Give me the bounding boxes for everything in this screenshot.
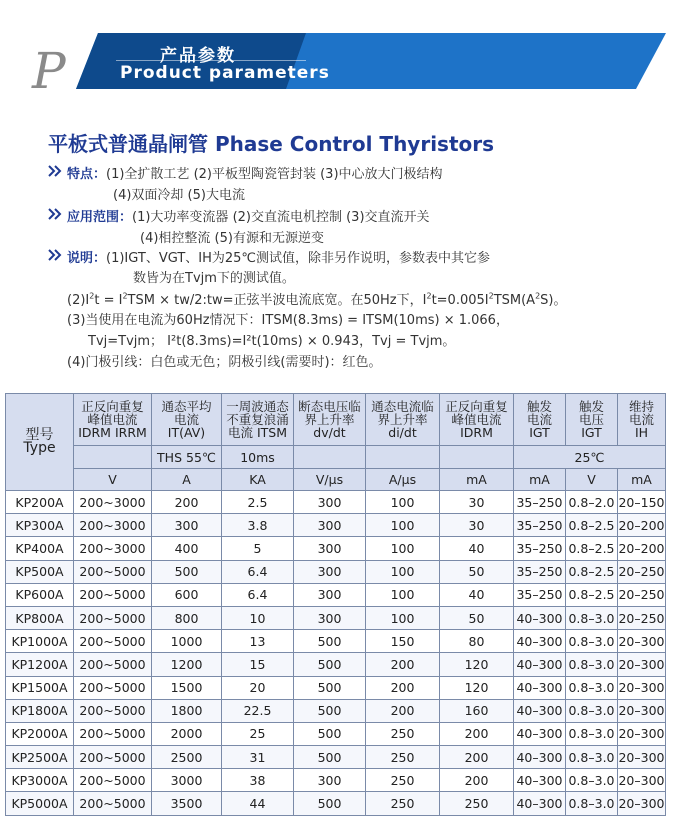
col-header-idrm: 正反向重复 峰值电流 IDRM	[440, 394, 514, 446]
col-header-ih: 维持 电流 IH	[618, 394, 666, 446]
table-cell: 0.8–3.0	[566, 746, 618, 769]
table-cell: 40–300	[514, 653, 566, 676]
table-cell: 3.8	[222, 514, 294, 537]
table-cell: 35–250	[514, 537, 566, 560]
table-cell: 20–150	[618, 491, 666, 514]
notes-line-3: $(2)I^2t = I^2TSM$ × tw/2:tw=正弦半波电流底宽。在50Hz下，$I^2t=0.005I^2TSM(A^2S)$。	[67, 291, 567, 308]
table-row	[6, 537, 666, 560]
table-cell: 20–250	[618, 583, 666, 606]
table-cell: 0.8–2.5	[566, 537, 618, 560]
table-cell: 35–250	[514, 583, 566, 606]
unit-cell: KA	[222, 469, 294, 491]
table-cell: 3500	[152, 792, 222, 815]
logo-letter: P	[32, 42, 66, 96]
table-cell: 160	[440, 699, 514, 722]
table-cell: 20–300	[618, 653, 666, 676]
table-cell: 200~5000	[74, 769, 152, 792]
table-cell: 3000	[152, 769, 222, 792]
table-row	[6, 606, 666, 629]
table-cell: 200	[366, 676, 440, 699]
table-row	[6, 746, 666, 769]
table-cell: 0.8–3.0	[566, 653, 618, 676]
unit-cell: A	[152, 469, 222, 491]
model-cell: KP2500A	[6, 746, 74, 769]
model-cell: KP5000A	[6, 792, 74, 815]
table-cell: 1200	[152, 653, 222, 676]
model-cell: KP600A	[6, 583, 74, 606]
table-row	[6, 583, 666, 606]
condition-empty	[294, 446, 366, 469]
col-header-didt: 通态电流临 界上升率 di/dt	[366, 394, 440, 446]
notes-line-6: (4)门极引线：白色或无色；阴极引线(需要时)：红色。	[67, 355, 382, 370]
table-cell: 250	[440, 792, 514, 815]
model-cell: KP500A	[6, 560, 74, 583]
table-cell: 40–300	[514, 769, 566, 792]
table-cell: 200~5000	[74, 746, 152, 769]
chevron-right-icon	[48, 165, 62, 177]
features-label: 特点：	[67, 167, 107, 182]
model-cell: KP3000A	[6, 769, 74, 792]
table-cell: 200~3000	[74, 514, 152, 537]
table-cell: 100	[366, 491, 440, 514]
model-cell: KP1200A	[6, 653, 74, 676]
table-cell: 120	[440, 653, 514, 676]
applications-label: 应用范围：	[67, 210, 133, 225]
table-cell: 20–300	[618, 699, 666, 722]
table-cell: 1800	[152, 699, 222, 722]
table-cell: 35–250	[514, 491, 566, 514]
table-row	[6, 630, 666, 653]
table-cell: 40–300	[514, 606, 566, 629]
unit-cell: V	[74, 469, 152, 491]
col-header-idrm-irrm: 正反向重复 峰值电流 IDRM IRRM	[74, 394, 152, 446]
table-cell: 0.8–3.0	[566, 722, 618, 745]
table-cell: 300	[294, 491, 366, 514]
table-cell: 50	[440, 606, 514, 629]
type-header: 型号 Type	[6, 394, 74, 491]
col-header-vgt: 触发 电压 IGT	[566, 394, 618, 446]
table-cell: 100	[366, 560, 440, 583]
table-cell: 0.8–2.5	[566, 583, 618, 606]
table-cell: 25	[222, 722, 294, 745]
unit-cell: V/μs	[294, 469, 366, 491]
table-row	[6, 769, 666, 792]
table-cell: 20–300	[618, 722, 666, 745]
table-cell: 10	[222, 606, 294, 629]
table-cell: 20–300	[618, 676, 666, 699]
table-cell: 50	[440, 560, 514, 583]
table-cell: 200	[152, 491, 222, 514]
table-cell: 38	[222, 769, 294, 792]
condition-trigger: 25℃	[514, 446, 666, 469]
table-cell: 6.4	[222, 583, 294, 606]
table-cell: 100	[366, 514, 440, 537]
notes-line-2: 数皆为在Tvjm下的测试值。	[133, 271, 295, 286]
table-cell: 200~5000	[74, 792, 152, 815]
table-cell: 250	[366, 722, 440, 745]
condition-it-av: THS 55℃	[152, 446, 222, 469]
table-cell: 200~5000	[74, 676, 152, 699]
table-cell: 100	[366, 606, 440, 629]
table-cell: 100	[366, 537, 440, 560]
model-cell: KP1500A	[6, 676, 74, 699]
model-cell: KP1800A	[6, 699, 74, 722]
table-cell: 200	[440, 722, 514, 745]
table-cell: 200	[366, 699, 440, 722]
col-header-it-av: 通态平均 电流 IT(AV)	[152, 394, 222, 446]
parameters-table	[5, 393, 665, 816]
table-cell: 1500	[152, 676, 222, 699]
table-cell: 200	[366, 653, 440, 676]
table-cell: 40–300	[514, 746, 566, 769]
table-cell: 35–250	[514, 560, 566, 583]
table-row	[6, 699, 666, 722]
table-cell: 800	[152, 606, 222, 629]
table-cell: 0.8–3.0	[566, 792, 618, 815]
table-cell: 40–300	[514, 792, 566, 815]
table-cell: 200~5000	[74, 560, 152, 583]
table-row	[6, 491, 666, 514]
table-cell: 500	[294, 746, 366, 769]
table-cell: 200~3000	[74, 491, 152, 514]
table-cell: 200~5000	[74, 722, 152, 745]
table-cell: 1000	[152, 630, 222, 653]
condition-empty	[440, 446, 514, 469]
table-row	[6, 676, 666, 699]
table-cell: 300	[294, 514, 366, 537]
table-cell: 0.8–3.0	[566, 699, 618, 722]
banner-title-en: Product parameters	[120, 63, 330, 83]
table-cell: 0.8–3.0	[566, 606, 618, 629]
table-cell: 20–300	[618, 792, 666, 815]
table-cell: 40–300	[514, 699, 566, 722]
table-cell: 22.5	[222, 699, 294, 722]
table-cell: 5	[222, 537, 294, 560]
table-cell: 500	[294, 676, 366, 699]
table-cell: 20–250	[618, 606, 666, 629]
model-cell: KP2000A	[6, 722, 74, 745]
table-cell: 500	[152, 560, 222, 583]
table-cell: 30	[440, 514, 514, 537]
table-row	[6, 653, 666, 676]
table-cell: 200~5000	[74, 630, 152, 653]
table-cell: 500	[294, 792, 366, 815]
col-header-dvdt: 断态电压临 界上升率 dv/dt	[294, 394, 366, 446]
table-cell: 300	[294, 769, 366, 792]
table-cell: 500	[294, 653, 366, 676]
features-line-2: (4)双面冷却 (5)大电流	[113, 188, 245, 203]
table-cell: 500	[294, 699, 366, 722]
condition-empty	[74, 446, 152, 469]
table-cell: 2000	[152, 722, 222, 745]
table-cell: 300	[294, 606, 366, 629]
col-header-igt: 触发 电流 IGT	[514, 394, 566, 446]
table-cell: 120	[440, 676, 514, 699]
table-cell: 250	[366, 769, 440, 792]
table-row	[6, 792, 666, 815]
table-cell: 2500	[152, 746, 222, 769]
table-cell: 200~5000	[74, 653, 152, 676]
table-cell: 600	[152, 583, 222, 606]
table-cell: 40	[440, 537, 514, 560]
model-cell: KP300A	[6, 514, 74, 537]
table-cell: 6.4	[222, 560, 294, 583]
table-cell: 0.8–2.5	[566, 514, 618, 537]
table-cell: 400	[152, 537, 222, 560]
table-cell: 200~5000	[74, 606, 152, 629]
table-cell: 300	[294, 583, 366, 606]
table-cell: 40–300	[514, 630, 566, 653]
model-cell: KP1000A	[6, 630, 74, 653]
table-cell: 300	[294, 560, 366, 583]
applications-line-1: (1)大功率变流器 (2)交直流电机控制 (3)交直流开关	[132, 210, 430, 225]
table-row	[6, 722, 666, 745]
table-cell: 20–200	[618, 514, 666, 537]
table-cell: 200~3000	[74, 537, 152, 560]
table-cell: 40	[440, 583, 514, 606]
table-cell: 31	[222, 746, 294, 769]
table-cell: 300	[152, 514, 222, 537]
page-title: 平板式普通晶闸管 Phase Control Thyristors	[48, 132, 495, 156]
table-cell: 2.5	[222, 491, 294, 514]
table-row	[6, 514, 666, 537]
table-cell: 150	[366, 630, 440, 653]
table-cell: 20–200	[618, 537, 666, 560]
unit-cell: mA	[514, 469, 566, 491]
table-cell: 0.8–2.0	[566, 491, 618, 514]
table-cell: 250	[366, 746, 440, 769]
table-cell: 40–300	[514, 722, 566, 745]
notes-line-5: Tvj=Tvjm； I²t(8.3ms)=I²t(10ms) × 0.943，Tvj = Tvjm。	[88, 334, 456, 349]
table-row	[6, 560, 666, 583]
table-body	[6, 491, 666, 816]
table-cell: 20–250	[618, 560, 666, 583]
table-cell: 13	[222, 630, 294, 653]
col-header-itsm: 一周波通态 不重复浪涌 电流 ITSM	[222, 394, 294, 446]
table-cell: 30	[440, 491, 514, 514]
features-line-1: (1)全扩散工艺 (2)平板型陶瓷管封装 (3)中心放大门极结构	[106, 167, 443, 182]
unit-cell: mA	[618, 469, 666, 491]
table-cell: 80	[440, 630, 514, 653]
table-cell: 200~5000	[74, 699, 152, 722]
table-cell: 20–300	[618, 769, 666, 792]
chevron-right-icon	[48, 249, 62, 261]
table-cell: 20–300	[618, 630, 666, 653]
table-cell: 20	[222, 676, 294, 699]
model-cell: KP200A	[6, 491, 74, 514]
banner-title-cn: 产品参数	[160, 46, 236, 66]
table-cell: 0.8–3.0	[566, 676, 618, 699]
table-cell: 200	[440, 746, 514, 769]
applications-line-2: (4)相控整流 (5)有源和无源逆变	[140, 231, 324, 246]
table-cell: 100	[366, 583, 440, 606]
table-cell: 0.8–2.5	[566, 560, 618, 583]
table-cell: 200	[440, 769, 514, 792]
unit-cell: V	[566, 469, 618, 491]
table-cell: 44	[222, 792, 294, 815]
table-cell: 300	[294, 537, 366, 560]
table-cell: 40–300	[514, 676, 566, 699]
chevron-right-icon	[48, 208, 62, 220]
notes-line-4: (3)当使用在电流为60Hz情况下：ITSM(8.3ms) = ITSM(10ms) × 1.066，	[67, 313, 509, 328]
table-cell: 0.8–3.0	[566, 630, 618, 653]
unit-cell: mA	[440, 469, 514, 491]
condition-empty	[366, 446, 440, 469]
table-cell: 20–300	[618, 746, 666, 769]
table-cell: 35–250	[514, 514, 566, 537]
table-cell: 250	[366, 792, 440, 815]
condition-itsm: 10ms	[222, 446, 294, 469]
unit-cell: A/μs	[366, 469, 440, 491]
notes-label: 说明：	[67, 251, 107, 266]
table-cell: 0.8–3.0	[566, 769, 618, 792]
table-cell: 500	[294, 722, 366, 745]
table-cell: 15	[222, 653, 294, 676]
notes-line-1: (1)IGT、VGT、IH为25℃测试值，除非另作说明，参数表中其它参	[106, 251, 491, 266]
model-cell: KP800A	[6, 606, 74, 629]
table-cell: 500	[294, 630, 366, 653]
model-cell: KP400A	[6, 537, 74, 560]
table-cell: 200~5000	[74, 583, 152, 606]
